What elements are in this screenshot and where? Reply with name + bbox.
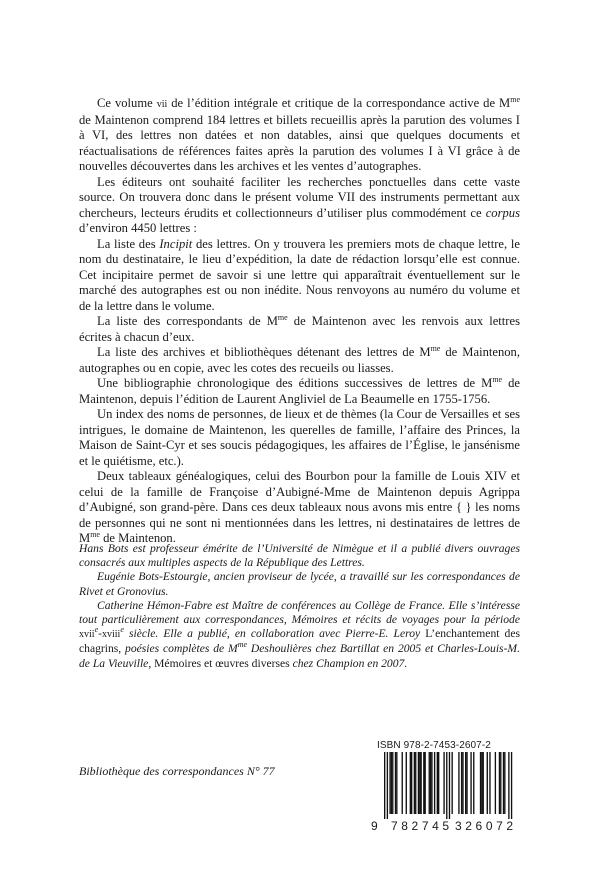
barcode-bar xyxy=(446,752,447,819)
back-cover-blurb xyxy=(79,96,520,547)
barcode-bar xyxy=(483,752,484,814)
blurb-paragraph: Deux tableaux généalogiques, celui des Bourbon pour la famille de Louis XIV et celui de la famille de Françoise d’Aubigné-Mme de Maintenon depuis Agrippa d’Aubigné, son grand-père. Dans ces deux tableaux nous avons mis entre { } les noms de personnes qui ne sont ni mentionnées dans les lettres, ni destinataires de lettres de $M^{me}$ de Maintenon. xyxy=(79,469,520,545)
author-bios xyxy=(79,542,520,671)
barcode-bar xyxy=(466,752,467,814)
barcode-bar xyxy=(402,752,403,814)
barcode-bar xyxy=(437,752,438,814)
barcode-digits xyxy=(371,820,523,833)
barcode-bar xyxy=(410,752,411,814)
barcode-bar xyxy=(458,752,459,814)
barcode-bar xyxy=(487,752,488,814)
barcode-right-group: 326072 xyxy=(455,819,517,833)
barcode-bar xyxy=(384,752,385,819)
author-bio: Eugénie Bots-Estourgie, ancien proviseur de lycée, a travaillé sur les correspondances de Rivet et Gronovius. xyxy=(79,570,520,598)
isbn-label: ISBN 978-2-7453-2607-2 xyxy=(377,740,491,751)
barcode-bar xyxy=(392,752,393,814)
barcode-bar xyxy=(425,752,426,814)
barcode-bar xyxy=(423,752,424,814)
barcode-bar xyxy=(406,752,407,814)
barcode-bar xyxy=(473,752,474,814)
barcode-bar xyxy=(470,752,471,814)
blurb-paragraph: La liste des Incipit des lettres. On y trouvera les premiers mots de chaque lettre, le nom du destinataire, le lieu d’expédition, la date de rédaction lorsqu’elle est connue. Cet incipitaire permet de savoir si une lettre qui apparaîtrait éventuellement sur le marché des autographes est ou non inédite. Nous renvoyons au numéro du volume et de la lettre dans le volume. xyxy=(79,236,520,313)
barcode-bar xyxy=(420,752,421,814)
barcode-bar xyxy=(481,752,482,814)
isbn-barcode xyxy=(371,739,523,833)
barcode-bar xyxy=(429,752,430,814)
blurb-paragraph: La liste des correspondants de $M^{me}$ de Maintenon avec les renvois aux lettres écrites à chacun d’eux. xyxy=(79,312,520,344)
barcode-bar xyxy=(495,752,496,814)
barcode-first-digit: 9 xyxy=(371,819,378,833)
barcode-bar xyxy=(430,752,431,814)
blurb-paragraph: Ce volume vii de l’édition intégrale et critique de la correspondance active de $M^{me}$ de Maintenon comprend 184 lettres et billets recueillis après la parution des volumes I à VI, des lettres non datées et non datables, ainsi que quelques documents et réactualisations de références faites après la parution des volumes I à VI grâce à de nouvelles découvertes dans les archives et les ventes d’autographes. xyxy=(79,94,521,173)
barcode-bar xyxy=(434,752,435,814)
blurb-paragraph: La liste des archives et bibliothèques détenant des lettres de $M^{me}$ de Maintenon, autographes ou en copie, avec les cotes des recueils ou liasses. xyxy=(79,343,520,375)
barcode-bar xyxy=(511,752,512,819)
barcode-bar xyxy=(396,752,397,814)
barcode-bar xyxy=(480,752,481,814)
barcode-bar xyxy=(387,752,388,819)
barcode-bar xyxy=(504,752,505,814)
barcode-bar xyxy=(462,752,463,814)
barcode-bar xyxy=(465,752,466,814)
series-title: Bibliothèque des correspondances N° 77 xyxy=(79,764,275,778)
author-bio: Catherine Hémon-Fabre est Maître de conférences au Collège de France. Elle s’intéresse tout particulièrement aux correspondances, Mémoires et récits de voyages pour la période xvii$^e$-xviii$^e$ siècle. Elle a publié, en collaboration avec Pierre-E. Leroy L’enchantement des chagrins, poésies complètes de $M^{me}$ Deshoulières chez Bartillat en 2005 et Charles-Louis-M. de La Vieuville, Mémoires et œuvres diverses chez Champion en 2007. xyxy=(79,598,520,670)
barcode-bar xyxy=(443,752,444,814)
barcode-bar xyxy=(438,752,439,814)
barcode-bar xyxy=(452,752,453,814)
blurb-paragraph: Les éditeurs ont souhaité faciliter les recherches ponctuelles dans cette vaste source. On trouvera donc dans le présent volume VII des instruments permettant aux chercheurs, lecteurs érudits et collectionneurs d’utiliser plus commodément ce corpus d’environ 4450 lettres : xyxy=(79,174,520,235)
barcode-bar xyxy=(411,752,412,814)
barcode-bar xyxy=(489,752,490,814)
barcode-bar xyxy=(499,752,500,814)
barcode-bar xyxy=(414,752,415,814)
barcode-bar xyxy=(395,752,396,814)
barcode-bar xyxy=(419,752,420,814)
blurb-paragraph: Un index des noms de personnes, de lieux et de thèmes (la Cour de Versailles et ses intrigues, le domaine de Maintenon, les querelles de famille, l’affaire des Princes, la Maison de Saint-Cyr et ses soucis pédagogiques, les affaires de l’Église, le jansénisme et le quiétisme, etc.). xyxy=(79,407,520,468)
barcode-bar xyxy=(461,752,462,814)
barcode-left-group: 782745 xyxy=(391,819,453,833)
blurb-paragraph: Une bibliographie chronologique des éditions successives de lettres de $M^{me}$ de Maintenon, depuis l’édition de Laurent Angliviel de La Beaumelle en 1755-1756. xyxy=(79,374,520,406)
barcode-bar xyxy=(503,752,504,814)
barcode-bar xyxy=(418,752,419,814)
barcode-bar xyxy=(431,752,432,814)
barcode-bar xyxy=(508,752,509,819)
barcode-bar xyxy=(500,752,501,814)
barcode-bar xyxy=(415,752,416,814)
barcode-bar xyxy=(389,752,390,814)
barcode-bar xyxy=(391,752,392,814)
author-bio: Hans Bots est professeur émérite de l’Université de Nimègue et il a publié divers ouvrages consacrés aux multiples aspects de la République des Lettres. xyxy=(79,542,520,570)
barcode-bar xyxy=(449,752,450,819)
barcode-icon xyxy=(371,752,523,820)
